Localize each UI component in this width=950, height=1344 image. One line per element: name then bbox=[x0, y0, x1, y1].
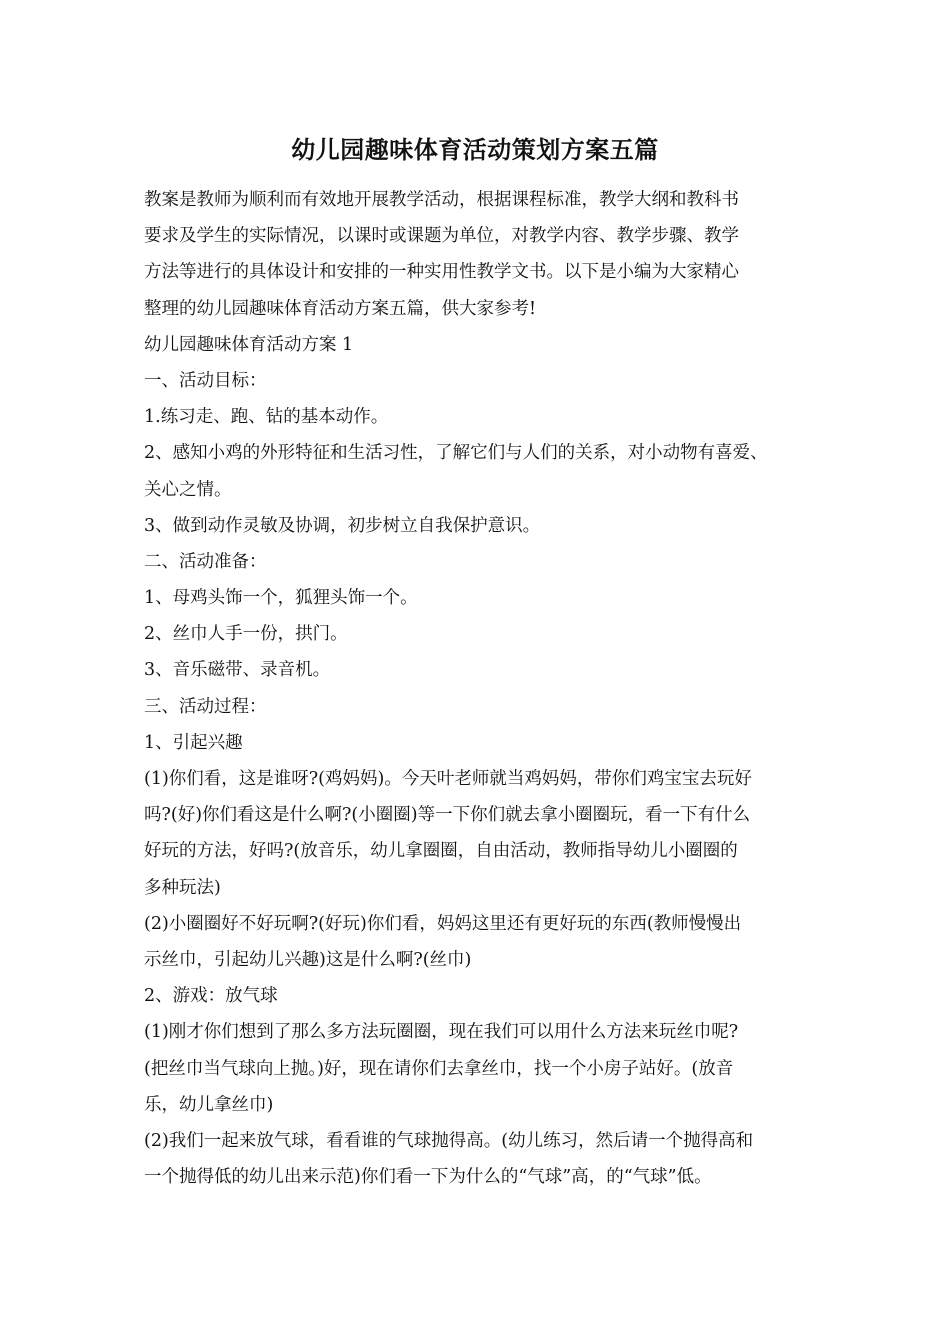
body-line: 1.练习走、跑、钻的基本动作。 bbox=[144, 407, 389, 428]
body-line: (2)我们一起来放气球，看看谁的气球抛得高。(幼儿练习，然后请一个抛得高和 bbox=[144, 1130, 754, 1151]
body-line: 2、丝巾人手一份，拱门。 bbox=[144, 624, 348, 645]
body-line: 方法等进行的具体设计和安排的一种实用性教学文书。以下是小编为大家精心 bbox=[144, 262, 739, 283]
body-line: 吗?(好)你们看这是什么啊?(小圈圈)等一下你们就去拿小圈圈玩，看一下有什么 bbox=[144, 805, 751, 826]
body-line: 二、活动准备： bbox=[144, 551, 267, 572]
body-line: 示丝巾，引起幼儿兴趣)这是什么啊?(丝巾) bbox=[144, 949, 472, 970]
body-line: 2、游戏：放气球 bbox=[144, 986, 278, 1007]
body-line: 整理的幼儿园趣味体育活动方案五篇，供大家参考! bbox=[144, 298, 537, 319]
body-line: 关心之情。 bbox=[144, 479, 232, 500]
document-title: 幼儿园趣味体育活动策划方案五篇 bbox=[291, 135, 659, 164]
body-line: 教案是教师为顺利而有效地开展教学活动，根据课程标准，教学大纲和教科书 bbox=[144, 190, 739, 210]
body-line: (1)刚才你们想到了那么多方法玩圈圈，现在我们可以用什么方法来玩丝巾呢? bbox=[144, 1022, 739, 1043]
body-line: 2、感知小鸡的外形特征和生活习性，了解它们与人们的关系，对小动物有喜爱、 bbox=[144, 443, 768, 464]
body-line: 三、活动过程： bbox=[144, 696, 267, 717]
body-line: 3、做到动作灵敏及协调，初步树立自我保护意识。 bbox=[144, 515, 541, 536]
body-line: (把丝巾当气球向上抛。)好，现在请你们去拿丝巾，找一个小房子站好。(放音 bbox=[144, 1058, 734, 1079]
body-line: 好玩的方法，好吗?(放音乐，幼儿拿圈圈，自由活动，教师指导幼儿小圈圈的 bbox=[144, 841, 738, 862]
document-body bbox=[144, 182, 824, 1195]
body-line: 一、活动目标： bbox=[144, 370, 267, 391]
body-line: (2)小圈圈好不好玩啊?(好玩)你们看，妈妈这里还有更好玩的东西(教师慢慢出 bbox=[144, 913, 742, 934]
body-line: 3、音乐磁带、录音机。 bbox=[144, 660, 331, 681]
body-line: (1)你们看，这是谁呀?(鸡妈妈)。今天叶老师就当鸡妈妈，带你们鸡宝宝去玩好 bbox=[144, 769, 752, 789]
body-line: 多种玩法) bbox=[144, 877, 221, 898]
section-heading: 幼儿园趣味体育活动方案 1 bbox=[144, 334, 354, 355]
body-line: 一个抛得低的幼儿出来示范)你们看一下为什么的“气球”高，的“气球”低。 bbox=[144, 1167, 712, 1188]
body-line: 要求及学生的实际情况，以课时或课题为单位，对教学内容、教学步骤、教学 bbox=[144, 226, 739, 247]
body-line: 乐，幼儿拿丝巾) bbox=[144, 1094, 274, 1115]
body-line: 1、母鸡头饰一个，狐狸头饰一个。 bbox=[144, 588, 418, 609]
body-line: 1、引起兴趣 bbox=[144, 732, 243, 753]
